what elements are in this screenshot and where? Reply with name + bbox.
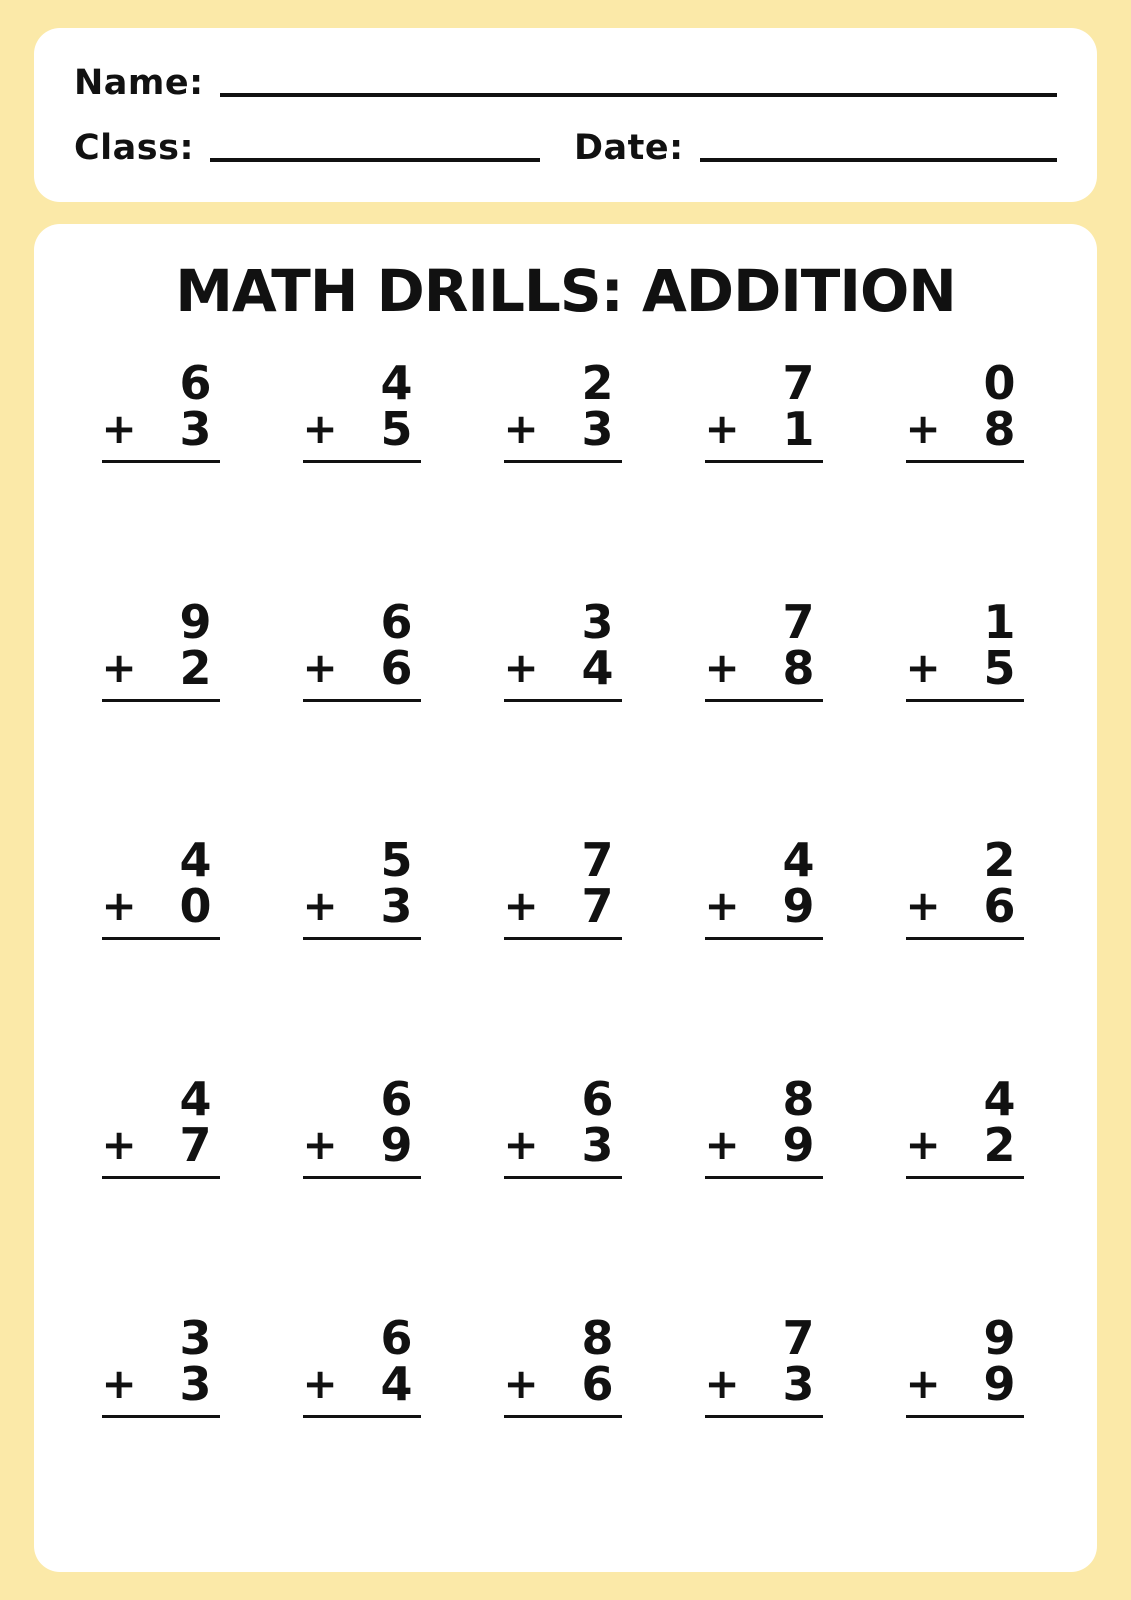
addend-top: 2 — [581, 355, 614, 410]
answer-line[interactable] — [705, 460, 823, 463]
plus-spacer — [906, 601, 944, 643]
addend-top: 8 — [581, 1311, 614, 1366]
answer-line[interactable] — [705, 699, 823, 702]
plus-spacer — [906, 839, 944, 881]
addend-bottom: 4 — [581, 640, 614, 695]
student-info-card — [34, 28, 1097, 202]
plus-spacer — [303, 1078, 341, 1120]
addend-bottom: 9 — [380, 1118, 413, 1173]
addend-top: 4 — [179, 1072, 212, 1127]
answer-line[interactable] — [303, 937, 421, 940]
addend-top: 8 — [782, 1072, 815, 1127]
addend-top: 4 — [380, 355, 413, 410]
problem-item — [872, 1058, 1063, 1293]
addend-top: 7 — [782, 1311, 815, 1366]
addend-bottom: 9 — [983, 1357, 1016, 1412]
answer-line[interactable] — [102, 699, 220, 702]
addend-top: 1 — [983, 594, 1016, 649]
answer-line[interactable] — [705, 937, 823, 940]
plus-icon: + — [704, 881, 740, 931]
answer-line[interactable] — [504, 1176, 622, 1179]
worksheet-card — [34, 224, 1097, 1572]
plus-icon: + — [905, 1359, 941, 1409]
plus-icon: + — [302, 1359, 338, 1409]
answer-line[interactable] — [102, 1415, 220, 1418]
problem-item — [68, 1058, 259, 1293]
addend-bottom: 9 — [782, 879, 815, 934]
addend-bottom: 7 — [179, 1118, 212, 1173]
plus-icon: + — [101, 1359, 137, 1409]
addend-bottom: 1 — [782, 401, 815, 456]
plus-icon: + — [302, 1120, 338, 1170]
addend-top: 4 — [179, 833, 212, 888]
addend-top: 7 — [782, 355, 815, 410]
answer-line[interactable] — [906, 460, 1024, 463]
class-label: Class: — [74, 128, 194, 168]
addend-bottom: 3 — [179, 1357, 212, 1412]
answer-line[interactable] — [906, 937, 1024, 940]
addend-bottom: 8 — [983, 401, 1016, 456]
problem-item — [269, 342, 460, 577]
problem-item — [68, 342, 259, 577]
plus-spacer — [102, 1078, 140, 1120]
plus-spacer — [705, 1078, 743, 1120]
plus-icon: + — [704, 1120, 740, 1170]
addend-top: 4 — [782, 833, 815, 888]
addend-bottom: 7 — [581, 879, 614, 934]
answer-line[interactable] — [705, 1176, 823, 1179]
class-date-field-row — [74, 128, 1057, 168]
addend-bottom: 6 — [581, 1357, 614, 1412]
problem-item — [872, 581, 1063, 816]
addend-bottom: 3 — [380, 879, 413, 934]
addend-bottom: 2 — [983, 1118, 1016, 1173]
plus-icon: + — [302, 642, 338, 692]
problem-item — [671, 581, 862, 816]
plus-icon: + — [503, 881, 539, 931]
class-input-line[interactable] — [210, 157, 540, 162]
answer-line[interactable] — [504, 460, 622, 463]
answer-line[interactable] — [303, 699, 421, 702]
addend-top: 6 — [380, 1311, 413, 1366]
answer-line[interactable] — [705, 1415, 823, 1418]
problem-item — [269, 1058, 460, 1293]
answer-line[interactable] — [102, 460, 220, 463]
plus-spacer — [504, 362, 542, 404]
addend-top: 3 — [179, 1311, 212, 1366]
addend-bottom: 3 — [179, 401, 212, 456]
problem-item — [671, 342, 862, 577]
addend-bottom: 3 — [581, 1118, 614, 1173]
problem-item — [671, 1297, 862, 1532]
addend-bottom: 6 — [983, 879, 1016, 934]
plus-spacer — [102, 1317, 140, 1359]
addend-top: 9 — [983, 1311, 1016, 1366]
problem-item — [470, 819, 661, 1054]
plus-icon: + — [503, 403, 539, 453]
name-label: Name: — [74, 63, 204, 103]
addend-top: 4 — [983, 1072, 1016, 1127]
addend-top: 6 — [581, 1072, 614, 1127]
problem-item — [470, 1297, 661, 1532]
date-input-line[interactable] — [700, 157, 1057, 162]
plus-spacer — [102, 362, 140, 404]
problem-item — [872, 1297, 1063, 1532]
addend-bottom: 9 — [782, 1118, 815, 1173]
problem-item — [68, 581, 259, 816]
plus-icon: + — [704, 642, 740, 692]
plus-icon: + — [101, 642, 137, 692]
answer-line[interactable] — [303, 460, 421, 463]
answer-line[interactable] — [504, 699, 622, 702]
plus-spacer — [906, 1317, 944, 1359]
addend-bottom: 6 — [380, 640, 413, 695]
plus-icon: + — [302, 403, 338, 453]
plus-spacer — [705, 1317, 743, 1359]
problem-item — [68, 1297, 259, 1532]
answer-line[interactable] — [303, 1176, 421, 1179]
plus-icon: + — [101, 403, 137, 453]
plus-icon: + — [905, 403, 941, 453]
name-input-line[interactable] — [220, 92, 1057, 97]
addend-top: 7 — [782, 594, 815, 649]
problem-item — [470, 342, 661, 577]
addend-top: 9 — [179, 594, 212, 649]
plus-spacer — [504, 1078, 542, 1120]
answer-line[interactable] — [303, 1415, 421, 1418]
plus-spacer — [303, 601, 341, 643]
plus-spacer — [906, 362, 944, 404]
plus-icon: + — [101, 1120, 137, 1170]
answer-line[interactable] — [102, 1176, 220, 1179]
addend-top: 6 — [380, 594, 413, 649]
problem-item — [470, 1058, 661, 1293]
name-field-row — [74, 63, 1057, 103]
addend-top: 2 — [983, 833, 1016, 888]
addend-bottom: 4 — [380, 1357, 413, 1412]
plus-spacer — [102, 839, 140, 881]
plus-icon: + — [503, 642, 539, 692]
addend-top: 6 — [179, 355, 212, 410]
plus-spacer — [504, 1317, 542, 1359]
page-title: MATH DRILLS: ADDITION — [175, 257, 956, 325]
addend-top: 0 — [983, 355, 1016, 410]
plus-spacer — [504, 839, 542, 881]
problem-item — [68, 819, 259, 1054]
problems-grid — [68, 342, 1063, 1532]
problem-item — [269, 819, 460, 1054]
plus-spacer — [906, 1078, 944, 1120]
plus-icon: + — [704, 1359, 740, 1409]
addend-bottom: 3 — [782, 1357, 815, 1412]
date-label: Date: — [573, 128, 684, 168]
plus-spacer — [102, 601, 140, 643]
plus-icon: + — [302, 881, 338, 931]
addend-bottom: 2 — [179, 640, 212, 695]
problem-item — [671, 819, 862, 1054]
answer-line[interactable] — [504, 1415, 622, 1418]
plus-icon: + — [905, 642, 941, 692]
answer-line[interactable] — [906, 699, 1024, 702]
addend-bottom: 0 — [179, 879, 212, 934]
answer-line[interactable] — [906, 1415, 1024, 1418]
answer-line[interactable] — [906, 1176, 1024, 1179]
plus-spacer — [705, 839, 743, 881]
problem-item — [269, 1297, 460, 1532]
addend-bottom: 8 — [782, 640, 815, 695]
problem-item — [872, 342, 1063, 577]
plus-spacer — [504, 601, 542, 643]
plus-spacer — [705, 362, 743, 404]
plus-icon: + — [101, 881, 137, 931]
plus-icon: + — [704, 403, 740, 453]
plus-icon: + — [503, 1120, 539, 1170]
plus-spacer — [303, 1317, 341, 1359]
addend-bottom: 5 — [380, 401, 413, 456]
addend-top: 5 — [380, 833, 413, 888]
addend-bottom: 5 — [983, 640, 1016, 695]
addend-top: 6 — [380, 1072, 413, 1127]
plus-icon: + — [905, 1120, 941, 1170]
problem-item — [269, 581, 460, 816]
plus-spacer — [303, 839, 341, 881]
plus-icon: + — [905, 881, 941, 931]
plus-spacer — [705, 601, 743, 643]
problem-item — [872, 819, 1063, 1054]
answer-line[interactable] — [504, 937, 622, 940]
plus-spacer — [303, 362, 341, 404]
answer-line[interactable] — [102, 937, 220, 940]
plus-icon: + — [503, 1359, 539, 1409]
addend-bottom: 3 — [581, 401, 614, 456]
problem-item — [470, 581, 661, 816]
addend-top: 3 — [581, 594, 614, 649]
problem-item — [671, 1058, 862, 1293]
addend-top: 7 — [581, 833, 614, 888]
